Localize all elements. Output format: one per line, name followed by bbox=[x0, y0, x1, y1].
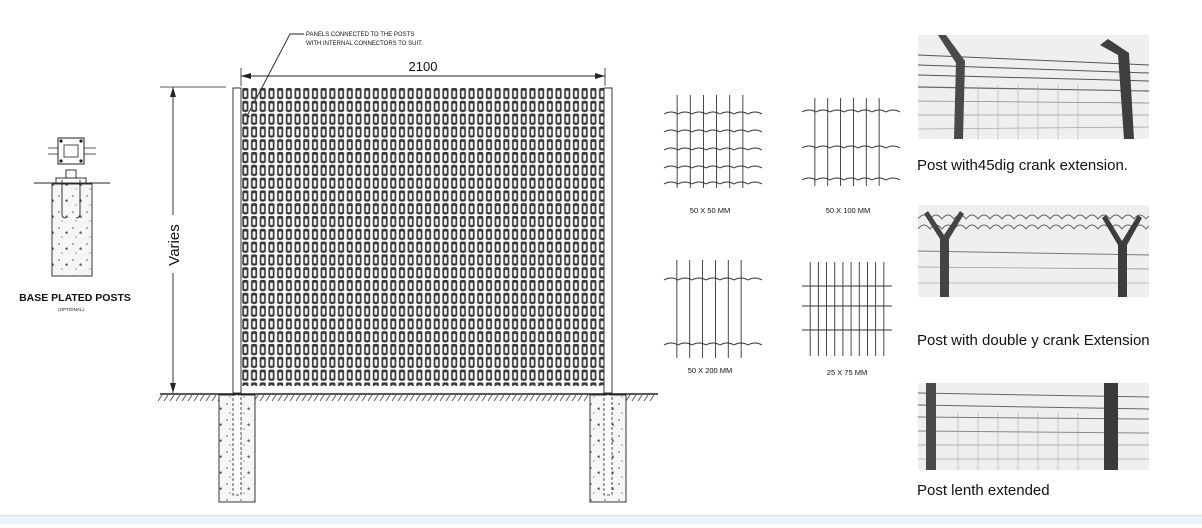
width-arrow-left bbox=[241, 73, 251, 79]
photo-post-length-image bbox=[918, 383, 1149, 470]
mesh-label-50x200: 50 X 200 MM bbox=[687, 366, 733, 375]
panel-connection-note: PANELS CONNECTED TO THE POSTS bbox=[306, 32, 415, 38]
photo-45deg-crank-extension bbox=[918, 35, 1149, 139]
mesh-label-50x50: 50 X 50 MM bbox=[689, 206, 731, 215]
height-arrow-bottom bbox=[170, 383, 176, 393]
mesh-label-25x75: 25 X 75 MM bbox=[826, 368, 868, 377]
caption-45deg-crank-extension: Post with45dig crank extension. bbox=[917, 157, 1128, 174]
photo-double-y-crank-image bbox=[918, 205, 1149, 297]
fence-post-right bbox=[604, 88, 612, 393]
base-plate-section-view bbox=[34, 170, 110, 276]
height-dimension-label: Varies bbox=[166, 224, 183, 266]
caption-double-y-crank-extension: Post with double y crank Extension bbox=[917, 332, 1150, 349]
mesh-swatch-25x75 bbox=[802, 262, 892, 356]
photo-45deg-crank-image bbox=[918, 35, 1149, 139]
mesh-swatch-50x200 bbox=[664, 260, 762, 358]
base-plated-posts-label: BASE PLATED POSTS bbox=[19, 292, 131, 304]
mesh-swatch-50x50 bbox=[664, 95, 762, 188]
width-arrow-right bbox=[595, 73, 605, 79]
height-arrow-top bbox=[170, 87, 176, 97]
photo-double-y-crank-extension bbox=[918, 205, 1149, 297]
post-embed-right bbox=[604, 395, 612, 495]
post-embed-left bbox=[233, 395, 241, 495]
panel-connection-note-line2: WITH INTERNAL CONNECTORS TO SUIT. bbox=[306, 41, 423, 47]
mesh-label-50x100: 50 X 100 MM bbox=[825, 206, 871, 215]
base-plated-posts-sublabel: (OPTIONAL) bbox=[58, 307, 84, 312]
photo-post-length-extended bbox=[918, 383, 1149, 470]
fence-mesh-panel bbox=[241, 88, 604, 386]
caption-post-length-extended: Post lenth extended bbox=[917, 482, 1050, 499]
base-plate-plan-view bbox=[48, 138, 96, 164]
width-dimension-label: 2100 bbox=[408, 59, 438, 74]
mesh-swatch-50x100 bbox=[802, 98, 900, 186]
fence-post-left bbox=[233, 88, 241, 393]
